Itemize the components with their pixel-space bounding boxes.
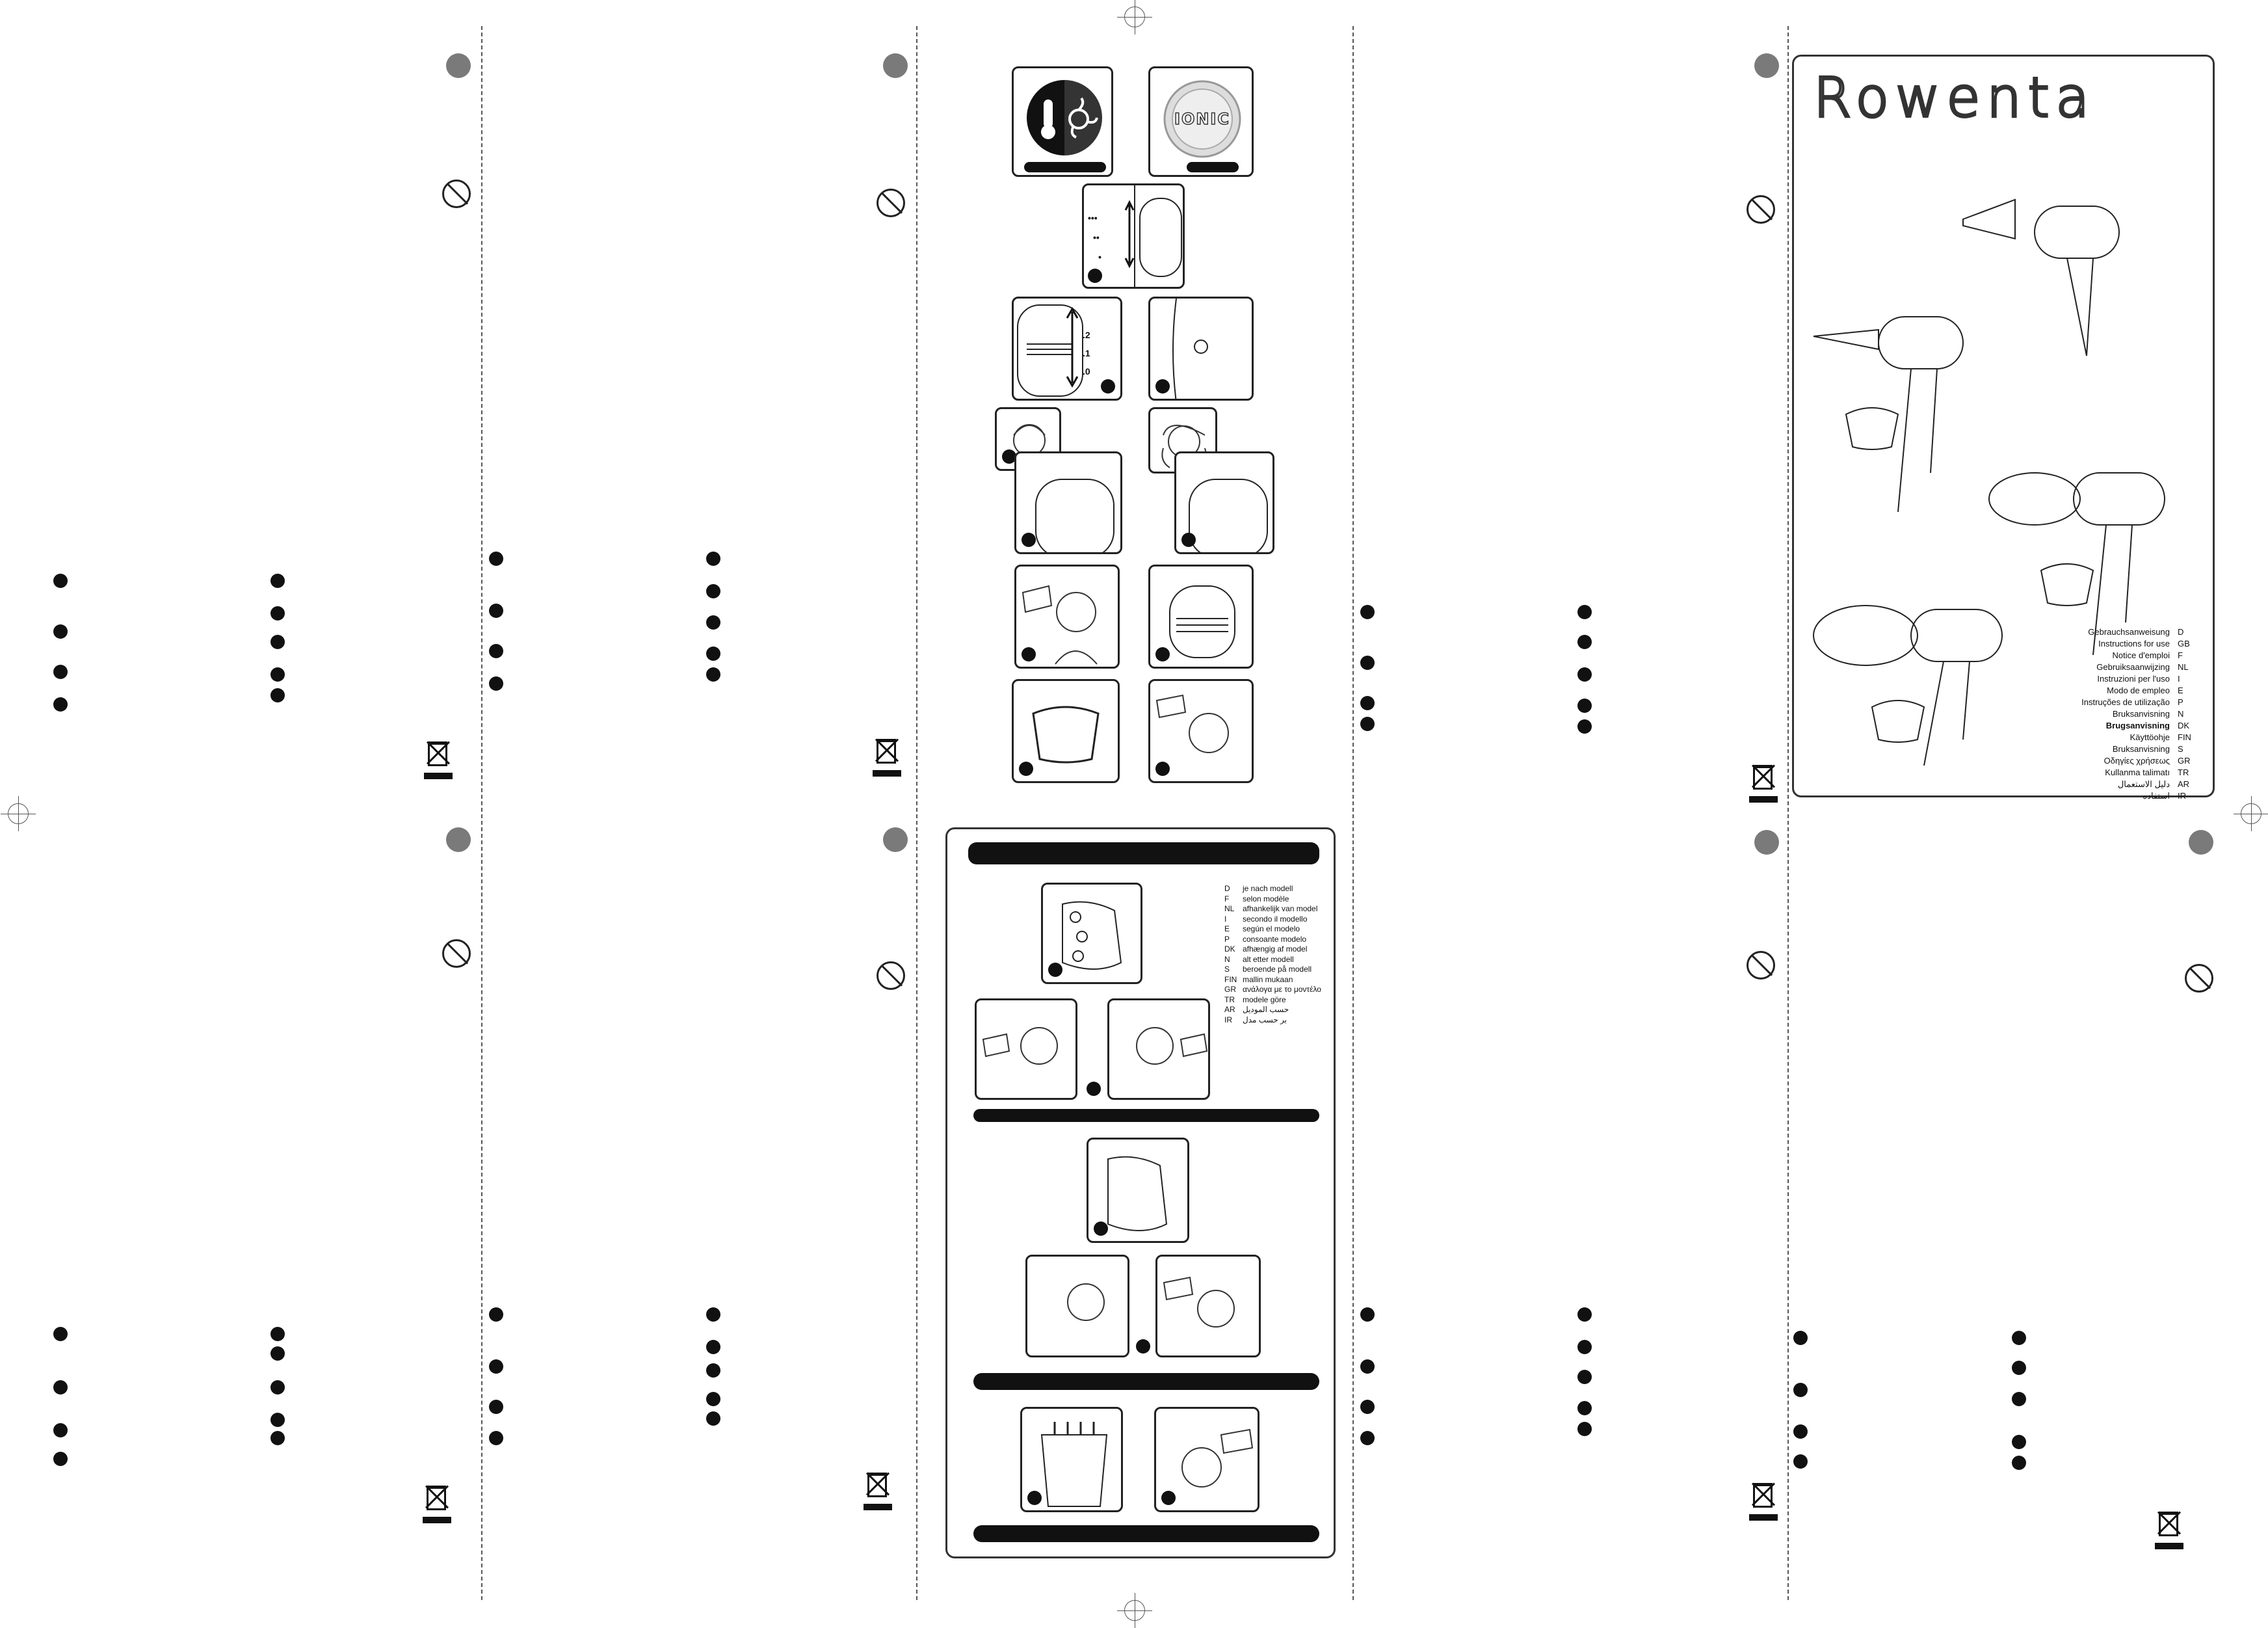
list-bullet xyxy=(2012,1392,2026,1406)
list-bullet xyxy=(2012,1456,2026,1470)
weee-crossed-bin-icon xyxy=(1749,765,1778,804)
list-bullet xyxy=(53,1423,68,1437)
list-bullet xyxy=(1577,635,1592,649)
step-number xyxy=(1019,762,1033,776)
step-number xyxy=(1022,533,1036,547)
list-bullet xyxy=(270,1413,285,1427)
list-bullet xyxy=(1360,1431,1375,1445)
list-bullet xyxy=(706,1363,720,1378)
list-bullet xyxy=(270,688,285,702)
section-marker xyxy=(883,53,908,78)
cool-shot-button-diagram xyxy=(1148,297,1254,401)
panel-header-bar xyxy=(968,842,1319,864)
list-bullet xyxy=(53,1452,68,1466)
diffuser-usage-illustration-2 xyxy=(1107,998,1210,1100)
step-number xyxy=(1094,1221,1108,1236)
list-bullet xyxy=(270,635,285,649)
list-bullet xyxy=(53,574,68,588)
switch-setting-low xyxy=(1014,451,1122,554)
volumizer-diffuser-illustration xyxy=(1087,1138,1189,1243)
step-number xyxy=(1087,1082,1101,1096)
fold-line-4 xyxy=(1787,26,1789,1600)
list-bullet xyxy=(1360,1359,1375,1374)
fan-level-1: .1 xyxy=(1083,348,1090,358)
weee-crossed-bin-icon xyxy=(2155,1512,2183,1551)
temp-level-1: • xyxy=(1098,252,1101,262)
panel-footer-bar xyxy=(973,1525,1319,1542)
list-bullet xyxy=(270,1346,285,1361)
section-marker xyxy=(883,827,908,852)
cover-panel xyxy=(1792,55,2215,801)
registration-mark-left xyxy=(8,803,29,824)
list-bullet xyxy=(706,615,720,630)
styling-hair-illustration xyxy=(1148,679,1254,783)
list-bullet xyxy=(489,552,503,566)
list-bullet xyxy=(1360,717,1375,731)
list-bullet xyxy=(489,676,503,691)
list-bullet xyxy=(706,1411,720,1426)
list-bullet xyxy=(706,647,720,661)
list-bullet xyxy=(1577,1401,1592,1415)
temp-level-3: ••• xyxy=(1088,213,1098,223)
list-bullet xyxy=(1577,605,1592,619)
list-bullet xyxy=(1360,605,1375,619)
badge-underline xyxy=(1187,162,1239,172)
list-bullet xyxy=(1360,1400,1375,1414)
list-bullet xyxy=(489,1431,503,1445)
panel-divider-bar xyxy=(973,1373,1319,1390)
fold-line-2 xyxy=(916,26,917,1600)
weee-crossed-bin-icon xyxy=(423,1486,451,1525)
model-availability-list: D je nach modell F selon modèle NL afhankelijk van model I secondo il modello E según el modelo P consoante modelo DK afhængig af model N alt etter modell S beroende på modell FIN mallin mukaan GR ανάλογα με το μοντέλο TR modele göre AR حسب الموديل IR بر حسب مدل xyxy=(1224,884,1321,1024)
registration-mark-top xyxy=(1124,7,1145,27)
list-bullet xyxy=(270,1380,285,1394)
step-number xyxy=(1048,963,1062,977)
step-number xyxy=(1155,379,1170,394)
list-bullet xyxy=(270,1327,285,1341)
diffuser-usage-illustration-1 xyxy=(975,998,1077,1100)
weee-crossed-bin-icon xyxy=(873,739,901,778)
list-bullet xyxy=(706,552,720,566)
list-bullet xyxy=(1360,656,1375,670)
do-not-tumble-dry-icon xyxy=(442,939,471,968)
list-bullet xyxy=(489,1307,503,1322)
step-number xyxy=(1088,269,1102,283)
list-bullet xyxy=(53,1380,68,1394)
volumizer-usage-illustration-1 xyxy=(1025,1255,1129,1357)
section-marker xyxy=(2189,830,2213,855)
fan-speed-switch-diagram xyxy=(1012,297,1122,401)
ionic-label: IONIC xyxy=(1174,110,1230,128)
list-bullet xyxy=(489,604,503,618)
list-bullet xyxy=(1360,696,1375,710)
fan-level-2: .2 xyxy=(1083,330,1090,340)
list-bullet xyxy=(1577,1370,1592,1384)
weee-crossed-bin-icon xyxy=(424,741,453,781)
fan-level-0: .0 xyxy=(1083,366,1090,377)
concentrator-nozzle-illustration xyxy=(1012,679,1120,783)
list-bullet xyxy=(270,667,285,682)
list-bullet xyxy=(2012,1435,2026,1449)
registration-mark-bottom xyxy=(1124,1600,1145,1621)
list-bullet xyxy=(1793,1331,1808,1345)
brand-logo: Rowenta xyxy=(1813,66,2096,129)
step-number xyxy=(1022,647,1036,661)
list-bullet xyxy=(489,1359,503,1374)
accessories-panel xyxy=(945,827,1336,1558)
step-number xyxy=(1136,1339,1150,1354)
temp-level-2: •• xyxy=(1093,232,1100,243)
fold-line-3 xyxy=(1352,26,1354,1600)
comb-usage-illustration xyxy=(1154,1407,1259,1512)
list-bullet xyxy=(1577,1422,1592,1436)
list-bullet xyxy=(1577,667,1592,682)
step-number xyxy=(1155,762,1170,776)
list-bullet xyxy=(706,667,720,682)
list-bullet xyxy=(1577,1340,1592,1354)
diffuser-accessory-illustration xyxy=(1041,883,1142,984)
step-number xyxy=(1181,533,1196,547)
do-not-tumble-dry-icon xyxy=(1747,195,1775,224)
list-bullet xyxy=(1793,1424,1808,1439)
list-bullet xyxy=(270,606,285,621)
do-not-tumble-dry-icon xyxy=(877,961,905,990)
ionic-badge xyxy=(1148,66,1254,177)
list-bullet xyxy=(1577,719,1592,734)
switch-setting-mid xyxy=(1148,565,1254,669)
registration-mark-right xyxy=(2241,803,2261,824)
fold-line-1 xyxy=(481,26,482,1600)
step-number xyxy=(1155,647,1170,661)
section-marker xyxy=(446,827,471,852)
list-bullet xyxy=(706,584,720,598)
list-bullet xyxy=(706,1392,720,1406)
list-bullet xyxy=(489,1400,503,1414)
step-number xyxy=(1027,1491,1042,1505)
step-number xyxy=(1161,1491,1176,1505)
do-not-tumble-dry-icon xyxy=(2185,964,2213,993)
badge-underline xyxy=(1024,162,1106,172)
comb-attachment-illustration xyxy=(1020,1407,1123,1512)
do-not-tumble-dry-icon xyxy=(1747,951,1775,980)
list-bullet xyxy=(53,697,68,712)
list-bullet xyxy=(270,574,285,588)
drying-hair-illustration xyxy=(1014,565,1120,669)
weee-crossed-bin-icon xyxy=(1749,1483,1778,1522)
list-bullet xyxy=(1577,1307,1592,1322)
panel-divider-bar xyxy=(973,1109,1319,1122)
section-marker xyxy=(1754,53,1779,78)
list-bullet xyxy=(489,644,503,658)
list-bullet xyxy=(1577,699,1592,713)
list-bullet xyxy=(53,665,68,679)
language-index: Gebrauchsanweisung D Instructions for use GB Notice d'emploi F Gebruiksaanwijzing NL Instruzioni per l'uso I Modo de empleo E Instruções de utilização P Bruksanvisning N Brugsanvisning DK Käyttöohje FIN Bruksanvisning S Οδηγίες χρήσεως GR Kullanma talimatı TR دليل الاستعمال AR استفاده IR xyxy=(2081,627,2191,801)
list-bullet xyxy=(1360,1307,1375,1322)
thermo-fan-badge xyxy=(1012,66,1113,177)
list-bullet xyxy=(53,624,68,639)
switch-setting-high xyxy=(1174,451,1274,554)
do-not-tumble-dry-icon xyxy=(442,180,471,208)
section-marker xyxy=(1754,830,1779,855)
list-bullet xyxy=(270,1431,285,1445)
step-number xyxy=(1101,379,1115,394)
list-bullet xyxy=(1793,1454,1808,1469)
list-bullet xyxy=(2012,1331,2026,1345)
volumizer-usage-illustration-2 xyxy=(1155,1255,1261,1357)
list-bullet xyxy=(706,1307,720,1322)
section-marker xyxy=(446,53,471,78)
list-bullet xyxy=(706,1340,720,1354)
list-bullet xyxy=(2012,1361,2026,1375)
temperature-switch-diagram xyxy=(1082,183,1185,289)
list-bullet xyxy=(1793,1383,1808,1397)
list-bullet xyxy=(53,1327,68,1341)
do-not-tumble-dry-icon xyxy=(877,189,905,217)
weee-crossed-bin-icon xyxy=(864,1473,892,1512)
